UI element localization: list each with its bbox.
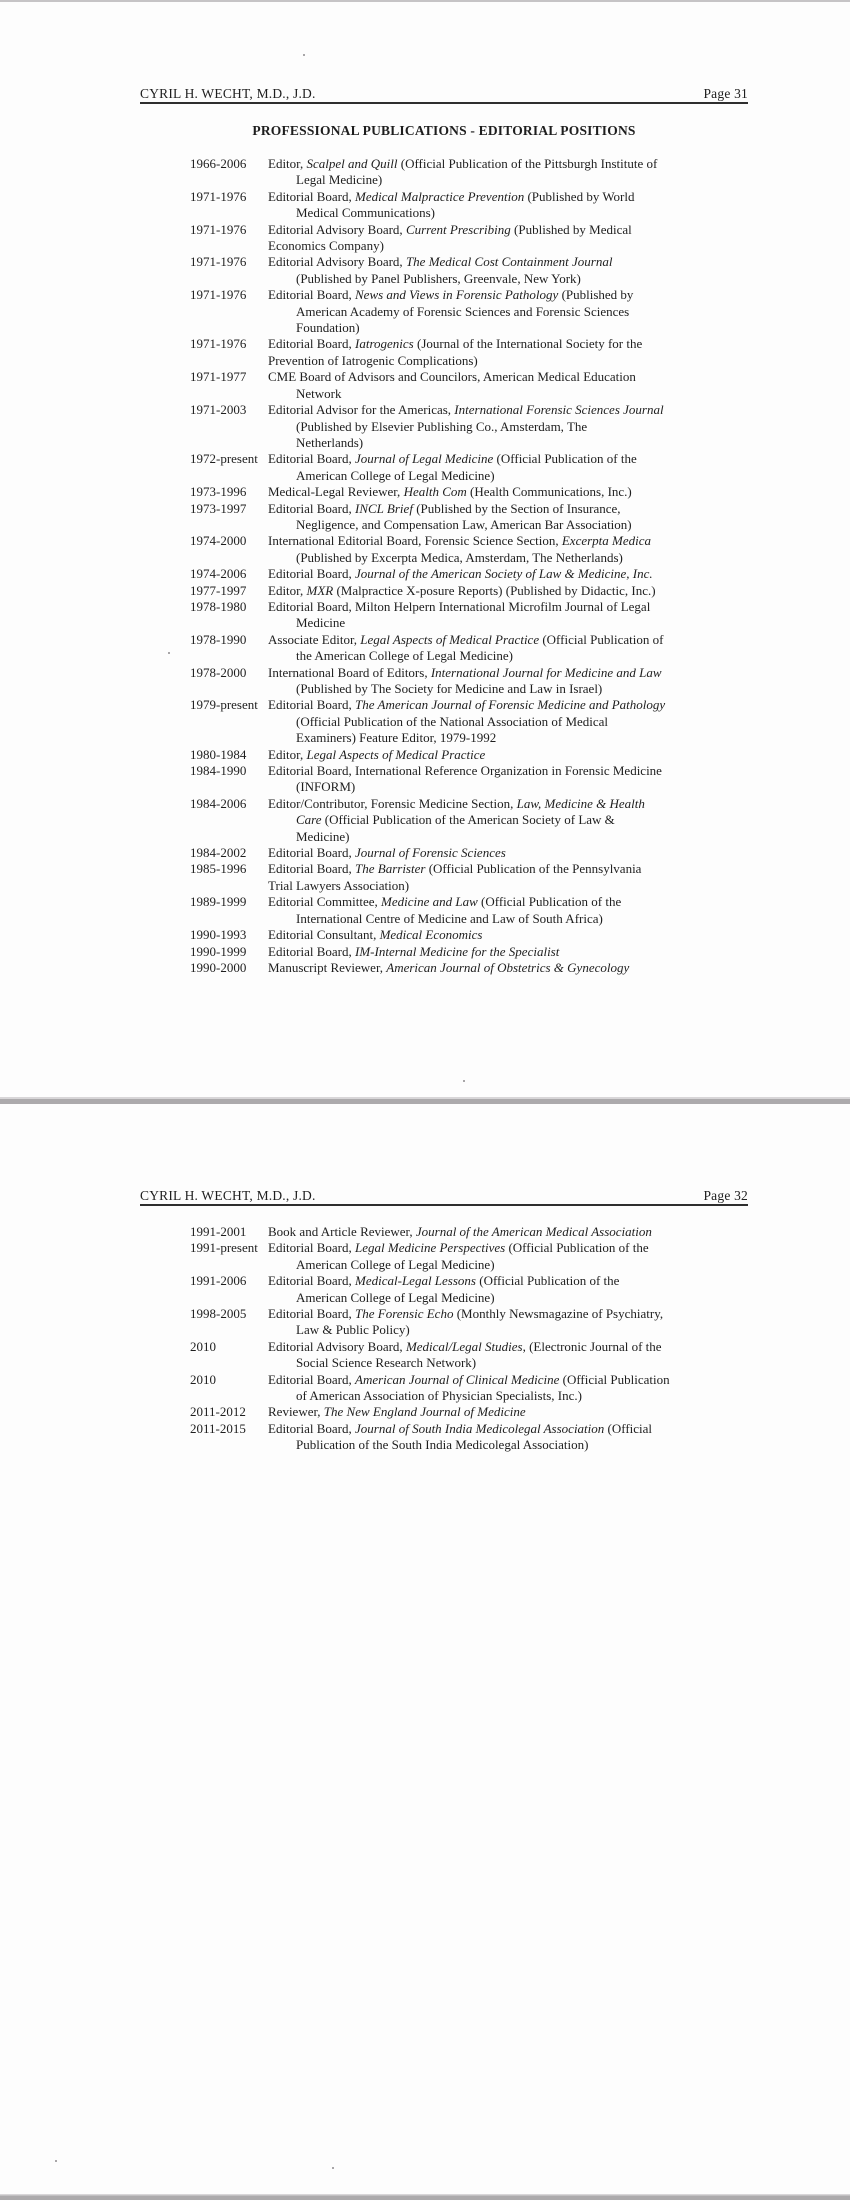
entry-row	[190, 1339, 750, 1372]
entry-date: 1979-present	[190, 697, 258, 713]
page-number-label: Page 32	[703, 1188, 748, 1203]
entry-line: Editorial Board, Journal of Forensic Sciences	[268, 845, 506, 861]
entry-date: 1991-2006	[190, 1273, 247, 1289]
entry-date: 1989-1999	[190, 894, 247, 910]
entry-line: Medical-Legal Reviewer, Health Com (Health Communications, Inc.)	[268, 484, 632, 500]
entry-line: Editorial Board, The Barrister (Official Publication of the Pennsylvania	[268, 861, 642, 877]
entry-row	[190, 894, 750, 927]
entry-row	[190, 960, 750, 976]
entry-line: Editorial Advisory Board, Medical/Legal Studies, (Electronic Journal of the	[268, 1338, 662, 1354]
entry-date: 1971-1977	[190, 369, 247, 385]
entry-line: CME Board of Advisors and Councilors, American Medical Education	[268, 369, 636, 385]
entry-line: (Published by Elsevier Publishing Co., Amsterdam, The	[296, 418, 588, 434]
entry-line: International Centre of Medicine and Law of South Africa)	[296, 910, 603, 926]
entry-row	[190, 665, 750, 698]
entry-row	[190, 861, 750, 894]
entry-row	[190, 697, 750, 746]
entry-row	[190, 287, 750, 336]
entry-date: 1984-2002	[190, 845, 247, 861]
entry-line: the American College of Legal Medicine)	[296, 648, 513, 664]
entry-row	[190, 254, 750, 287]
entry-date: 1990-1999	[190, 943, 247, 959]
entry-line: Editorial Board, The Forensic Echo (Monthly Newsmagazine of Psychiatry,	[268, 1306, 664, 1322]
entry-line: Trial Lawyers Association)	[268, 877, 410, 893]
scan-speck	[463, 1080, 465, 1082]
entry-date: 1991-2001	[190, 1224, 247, 1239]
entry-line: Medicine)	[296, 828, 350, 844]
top-edge-line	[0, 0, 850, 2]
entry-row	[190, 501, 750, 534]
entry-line: Book and Article Reviewer, Journal of the American Medical Association	[268, 1224, 652, 1239]
entry-line: Social Science Research Network)	[296, 1355, 477, 1371]
entry-line: Legal Medicine)	[296, 172, 383, 188]
entry-date: 1998-2005	[190, 1306, 247, 1322]
entry-date: 1966-2006	[190, 156, 247, 171]
entry-date: 2010	[190, 1371, 216, 1387]
entry-row	[190, 1306, 750, 1339]
entry-row	[190, 336, 750, 369]
entry-date: 1971-1976	[190, 188, 247, 204]
page-31-header	[140, 84, 748, 104]
scan-speck	[303, 54, 305, 56]
entry-date: 1971-2003	[190, 402, 247, 418]
entry-line: Publication of the South India Medicolegal Association)	[296, 1437, 589, 1453]
entry-line: Editorial Board, Journal of South India Medicolegal Association (Official	[268, 1420, 653, 1436]
editorial-positions-list-page-32	[190, 1224, 750, 1454]
entry-row	[190, 189, 750, 222]
scan-speck	[168, 652, 170, 654]
entry-row	[190, 1421, 750, 1454]
entry-line: Economics Company)	[268, 238, 384, 254]
entry-line: Editor, MXR (Malpractice X-posure Reports) (Published by Didactic, Inc.)	[268, 582, 656, 598]
entry-line: Network	[296, 385, 342, 401]
entry-row	[190, 1224, 750, 1240]
entry-row	[190, 632, 750, 665]
entry-line: Editorial Board, Legal Medicine Perspectives (Official Publication of the	[268, 1240, 649, 1256]
entry-date: 1971-1976	[190, 254, 247, 270]
entry-row	[190, 1273, 750, 1306]
entry-row	[190, 402, 750, 451]
entry-line: Editorial Board, Journal of the American Society of Law & Medicine, Inc.	[268, 566, 653, 582]
entry-line: of American Association of Physician Specialists, Inc.)	[296, 1388, 582, 1404]
entry-line: Law & Public Policy)	[296, 1322, 410, 1338]
entry-line: Editorial Board, Iatrogenics (Journal of the International Society for the	[268, 336, 643, 352]
entry-line: (INFORM)	[296, 779, 356, 795]
entry-line: International Editorial Board, Forensic Science Section, Excerpta Medica	[268, 533, 652, 549]
entry-line: Editor, Scalpel and Quill (Official Publication of the Pittsburgh Institute of	[268, 156, 658, 171]
entry-row	[190, 484, 750, 500]
editorial-positions-list-page-31	[190, 156, 750, 976]
entry-date: 1991-present	[190, 1240, 258, 1256]
page-break-separator	[0, 1097, 850, 1104]
entry-row	[190, 927, 750, 943]
header-name: CYRIL H. WECHT, M.D., J.D.	[140, 86, 316, 101]
scan-speck	[332, 2167, 334, 2169]
entry-line: Care (Official Publication of the American Society of Law &	[296, 812, 615, 828]
entry-row	[190, 1404, 750, 1420]
entry-date: 1971-1976	[190, 221, 247, 237]
entry-row	[190, 583, 750, 599]
bottom-page-edge	[0, 2194, 850, 2200]
entry-line: Manuscript Reviewer, American Journal of Obstetrics & Gynecology	[268, 959, 630, 975]
entry-row	[190, 944, 750, 960]
entry-line: Editorial Board, News and Views in Forensic Pathology (Published by	[268, 287, 634, 303]
entry-date: 2011-2015	[190, 1420, 246, 1436]
entry-line: Editorial Board, American Journal of Clinical Medicine (Official Publication	[268, 1371, 670, 1387]
entry-line: American College of Legal Medicine)	[296, 467, 495, 483]
entry-line: (Published by Excerpta Medica, Amsterdam, The Netherlands)	[296, 549, 623, 565]
entry-row	[190, 369, 750, 402]
entry-date: 1984-2006	[190, 795, 247, 811]
entry-line: International Board of Editors, International Journal for Medicine and Law	[268, 664, 662, 680]
entry-row	[190, 222, 750, 255]
entry-line: Editorial Board, Milton Helpern International Microfilm Journal of Legal	[268, 598, 651, 614]
entry-line: Foundation)	[296, 320, 360, 336]
entry-row	[190, 156, 750, 189]
entry-line: Editorial Board, Medical-Legal Lessons (Official Publication of the	[268, 1273, 620, 1289]
entry-date: 1990-1993	[190, 927, 247, 943]
entry-line: (Published by Panel Publishers, Greenvale, New York)	[296, 270, 581, 286]
entry-date: 1978-1980	[190, 598, 247, 614]
entry-row	[190, 1372, 750, 1405]
entry-date: 1978-1990	[190, 631, 247, 647]
entry-line: American College of Legal Medicine)	[296, 1289, 495, 1305]
entry-line: Editorial Consultant, Medical Economics	[268, 927, 483, 943]
entry-date: 1974-2000	[190, 533, 247, 549]
entry-row	[190, 451, 750, 484]
entry-date: 2011-2012	[190, 1404, 246, 1420]
entry-line: (Published by The Society for Medicine and Law in Israel)	[296, 681, 603, 696]
entry-line: Reviewer, The New England Journal of Medicine	[268, 1404, 526, 1420]
header-name: CYRIL H. WECHT, M.D., J.D.	[140, 1188, 316, 1203]
entry-date: 1990-2000	[190, 959, 247, 975]
entry-date: 1974-2006	[190, 566, 247, 582]
scan-speck	[55, 2160, 57, 2162]
entry-line: Editor, Legal Aspects of Medical Practice	[268, 746, 486, 762]
entry-line: Medical Communications)	[296, 205, 436, 221]
entry-line: American Academy of Forensic Sciences and Forensic Sciences	[296, 303, 630, 319]
entry-row	[190, 599, 750, 632]
entry-date: 1984-1990	[190, 763, 247, 779]
entry-line: Netherlands)	[296, 434, 364, 450]
entry-row	[190, 763, 750, 796]
entry-line: Associate Editor, Legal Aspects of Medical Practice (Official Publication of	[268, 631, 664, 647]
entry-line: Medicine	[296, 615, 346, 631]
entry-row	[190, 796, 750, 845]
entry-date: 1978-2000	[190, 664, 247, 680]
entry-line: Editorial Advisory Board, The Medical Cost Containment Journal	[268, 254, 613, 270]
entry-row	[190, 1240, 750, 1273]
entry-date: 1972-present	[190, 451, 258, 467]
entry-line: American College of Legal Medicine)	[296, 1256, 495, 1272]
entry-line: Editorial Board, The American Journal of Forensic Medicine and Pathology	[268, 697, 666, 713]
entry-line: Editorial Board, Journal of Legal Medicine (Official Publication of the	[268, 451, 637, 467]
entry-line: Editorial Advisory Board, Current Prescribing (Published by Medical	[268, 221, 632, 237]
entry-line: Editorial Board, International Reference Organization in Forensic Medicine	[268, 763, 662, 779]
entry-date: 1973-1997	[190, 500, 247, 516]
section-title: PROFESSIONAL PUBLICATIONS - EDITORIAL POSITIONS	[252, 123, 636, 138]
entry-date: 1977-1997	[190, 582, 247, 598]
entry-row	[190, 845, 750, 861]
page-number-label: Page 31	[703, 86, 748, 101]
page-32-header	[140, 1186, 748, 1206]
entry-line: Editorial Board, IM-Internal Medicine for the Specialist	[268, 943, 560, 959]
entry-date: 2010	[190, 1338, 216, 1354]
entry-line: Editorial Advisor for the Americas, International Forensic Sciences Journal	[268, 402, 664, 418]
entry-row	[190, 747, 750, 763]
entry-line: Editorial Board, Medical Malpractice Prevention (Published by World	[268, 188, 635, 204]
entry-row	[190, 533, 750, 566]
entry-date: 1985-1996	[190, 861, 247, 877]
entry-date: 1973-1996	[190, 484, 247, 500]
entry-date: 1971-1976	[190, 287, 247, 303]
entry-date: 1971-1976	[190, 336, 247, 352]
entry-row	[190, 566, 750, 582]
entry-line: Negligence, and Compensation Law, American Bar Association)	[296, 516, 632, 532]
entry-line: Editorial Committee, Medicine and Law (Official Publication of the	[268, 894, 622, 910]
entry-line: Prevention of Iatrogenic Complications)	[268, 352, 478, 368]
entry-line: (Official Publication of the National Association of Medical	[296, 713, 609, 729]
entry-line: Editorial Board, INCL Brief (Published by the Section of Insurance,	[268, 500, 621, 516]
entry-line: Examiners) Feature Editor, 1979-1992	[296, 730, 497, 746]
entry-date: 1980-1984	[190, 746, 247, 762]
entry-line: Editor/Contributor, Forensic Medicine Section, Law, Medicine & Health	[268, 795, 645, 811]
